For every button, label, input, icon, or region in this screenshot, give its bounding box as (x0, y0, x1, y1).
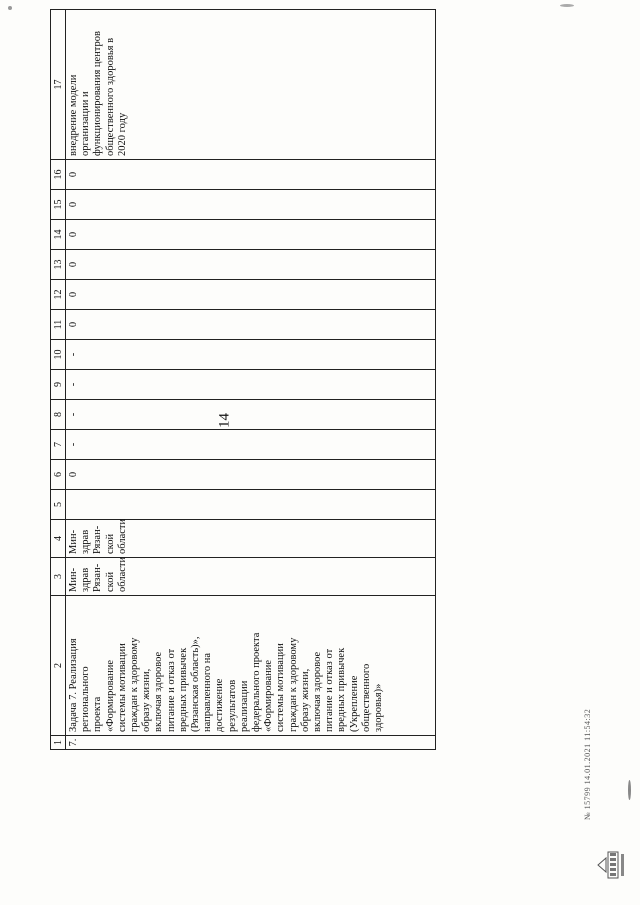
text-line: вредных привычек (336, 647, 348, 732)
text-line: образу жизни, (141, 668, 153, 732)
header-col-4: 4 (51, 520, 66, 558)
coexecutor-cell (66, 520, 436, 558)
expected-result-cell (66, 10, 436, 160)
archive-logo-icon (588, 850, 638, 880)
text-line: (Рязанская область)», (190, 636, 202, 732)
text-line: Мин- (68, 529, 79, 554)
header-col-7: 7 (51, 430, 66, 460)
value-col-8: - (66, 400, 436, 430)
header-col-11: 11 (51, 310, 66, 340)
header-col-3: 3 (51, 558, 66, 596)
text-line: здрав (80, 529, 92, 554)
task-description (66, 596, 436, 736)
value-col-15: 0 (66, 190, 436, 220)
text-line: Мин- (68, 567, 79, 592)
header-col-5: 5 (51, 490, 66, 520)
executor-cell (66, 558, 436, 596)
text-line: достижение (214, 678, 226, 732)
text-line: направленного на (202, 652, 214, 732)
program-table (50, 9, 436, 750)
text-line: проекта (92, 696, 104, 732)
value-col-16: 0 (66, 160, 436, 190)
text-line: Рязан- (92, 525, 104, 554)
header-col-16: 16 (51, 160, 66, 190)
text-line: ской (104, 533, 116, 554)
header-col-8: 8 (51, 400, 66, 430)
text-line: «Формирование (263, 659, 275, 732)
header-row (51, 10, 66, 750)
row-number: 7. (66, 736, 436, 750)
value-col-5 (66, 490, 436, 520)
table-rotated-wrapper (50, 31, 436, 750)
value-col-14: 0 (66, 220, 436, 250)
text-line: образу жизни, (299, 668, 311, 732)
header-col-10: 10 (51, 340, 66, 370)
text-line: вредных привычек (177, 647, 189, 732)
text-line: системы мотивации (275, 643, 287, 732)
header-col-17: 17 (51, 10, 66, 160)
text-line: Рязан- (92, 563, 104, 592)
text-line: результатов (226, 679, 238, 732)
text-line: «Формирование (104, 659, 116, 732)
text-line: включая здоровое (153, 651, 165, 732)
value-col-10: - (66, 340, 436, 370)
text-line: реализации (238, 680, 250, 732)
page-number: 14 (216, 413, 233, 428)
header-col-14: 14 (51, 220, 66, 250)
scan-speck (628, 780, 631, 800)
value-col-6: 0 (66, 460, 436, 490)
text-line: внедрение модели (68, 74, 79, 156)
table-row (66, 10, 436, 750)
text-line: включая здоровое (312, 651, 324, 732)
text-line: организации и (80, 91, 92, 156)
scan-speck (8, 6, 12, 10)
header-col-1: 1 (51, 736, 66, 750)
text-line: (Укрепление (348, 675, 360, 732)
value-col-12: 0 (66, 280, 436, 310)
value-col-11: 0 (66, 310, 436, 340)
text-line: ской (104, 571, 116, 592)
value-col-13: 0 (66, 250, 436, 280)
header-col-12: 12 (51, 280, 66, 310)
registration-stamp: № 15799 14.01.2021 11:54:32 (583, 708, 592, 820)
table-rotated-inner (50, 31, 436, 750)
text-line: граждан к здоровому (129, 637, 141, 732)
value-col-9: - (66, 370, 436, 400)
header-col-15: 15 (51, 190, 66, 220)
header-col-13: 13 (51, 250, 66, 280)
text-line: системы мотивации (116, 643, 128, 732)
text-line: здоровья)» (373, 683, 385, 732)
text-line: питание и отказ от (324, 648, 336, 732)
text-line: регионального (80, 666, 92, 732)
text-line: 2020 году (116, 112, 128, 156)
text-line: граждан к здоровому (287, 637, 299, 732)
header-col-6: 6 (51, 460, 66, 490)
text-line: здрав (80, 567, 92, 592)
value-col-7: - (66, 430, 436, 460)
scan-speck (560, 4, 574, 7)
text-line: Задача 7. Реализация (68, 638, 79, 732)
text-line: федерального проекта (251, 632, 263, 732)
text-line: области (116, 556, 128, 592)
text-line: области (116, 518, 128, 554)
text-line: питание и отказ от (165, 648, 177, 732)
header-col-9: 9 (51, 370, 66, 400)
text-line: общественного здоровья в (104, 37, 116, 156)
header-col-2: 2 (51, 596, 66, 736)
text-line: общественного (360, 663, 372, 732)
text-line: функционирования центров (92, 31, 104, 156)
